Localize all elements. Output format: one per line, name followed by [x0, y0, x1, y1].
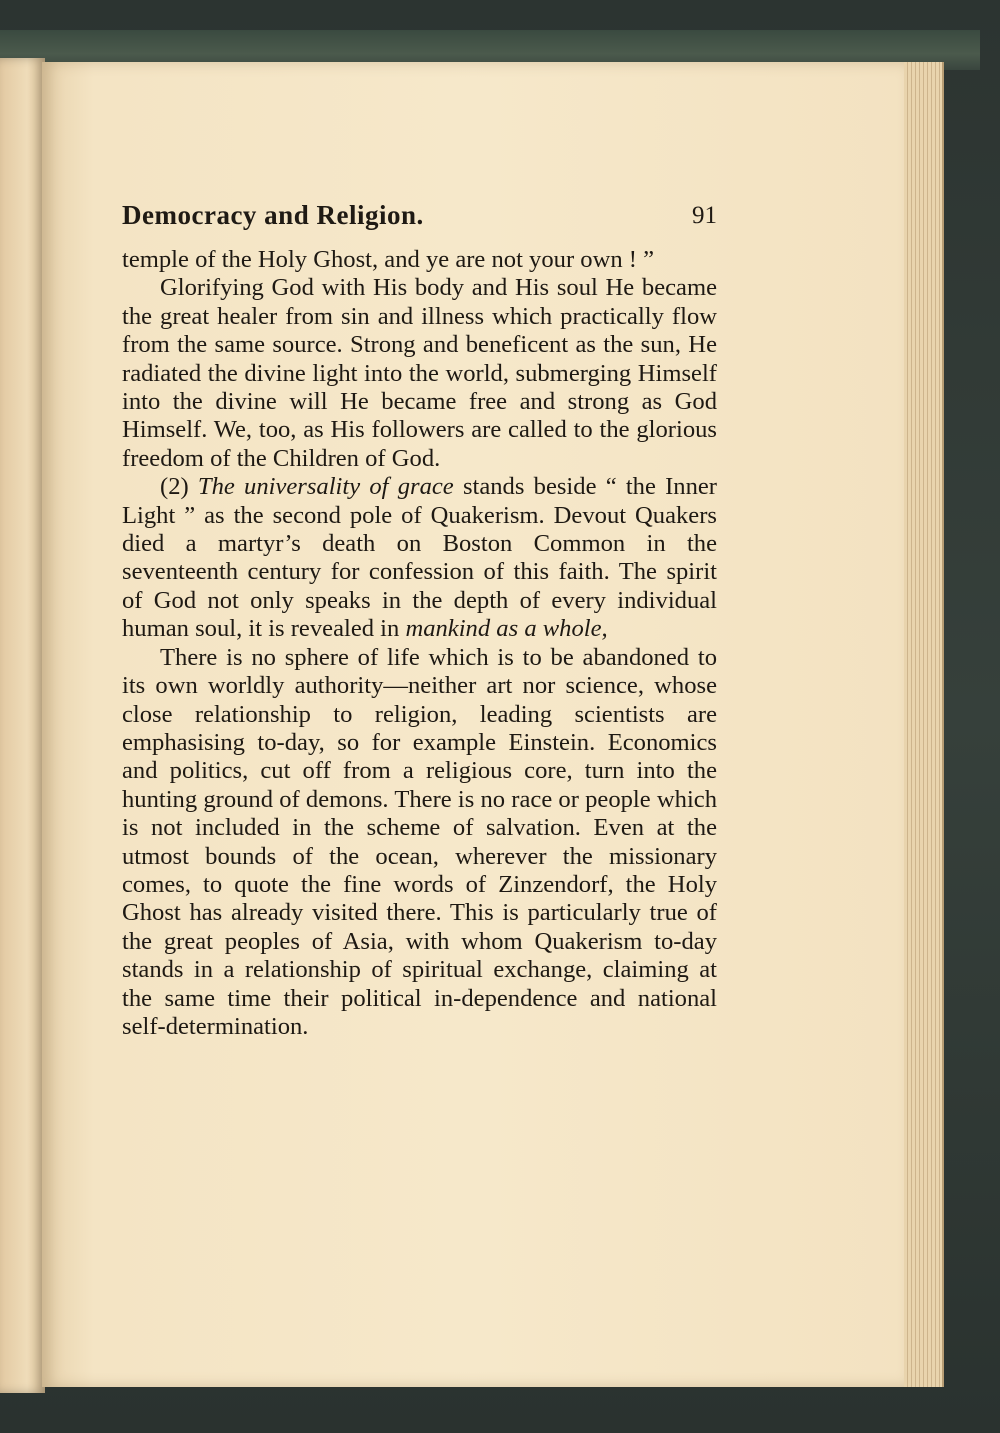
- page-number: 91: [692, 202, 717, 229]
- paragraph: Glorifying God with His body and His soul He became the great healer from sin and illness which practically flow from the same source. Strong and beneficent as the sun, He radiated the divine light into the world, submerging Himself into the divine will He became free and strong as God Himself. We, too, as His followers are called to the glorious freedom of the Children of God.: [122, 274, 717, 472]
- body-text: [122, 246, 717, 1041]
- paragraph: [122, 473, 717, 643]
- left-page-edge: [0, 58, 45, 1393]
- italic-phrase: mankind as a whole,: [405, 615, 608, 643]
- italic-phrase: The universality of grace: [197, 473, 454, 501]
- paragraph: temple of the Holy Ghost, and ye are not your own ! ”: [122, 246, 655, 273]
- running-title: Democracy and Religion.: [122, 200, 424, 230]
- paragraph-middle: stands beside “ the Inner Light ” as the second pole of Quakerism. Devout Quakers died a martyr’s death on Boston Common in the seventeenth century for confession of this faith. The spirit of God not only speaks in the depth of every individual human soul, it is revealed in: [122, 473, 717, 643]
- page-header: [122, 200, 717, 236]
- paragraph-lead: (2): [160, 473, 198, 501]
- paragraph: There is no sphere of life which is to be abandoned to its own worldly authority—neither art nor science, whose close relationship to religion, leading scientists are emphasising to-day, so for example Einstein. Economics and politics, cut off from a religious core, turn into the hunting ground of demons. There is no race or people which is not included in the scheme of salvation. Even at the utmost bounds of the ocean, wherever the missionary comes, to quote the fine words of Zinzendorf, the Holy Ghost has already visited there. This is particularly true of the great peoples of Asia, with whom Quakerism to-day stands in a relationship of spiritual exchange, claiming at the same time their political in-dependence and national self-determination.: [122, 643, 717, 1040]
